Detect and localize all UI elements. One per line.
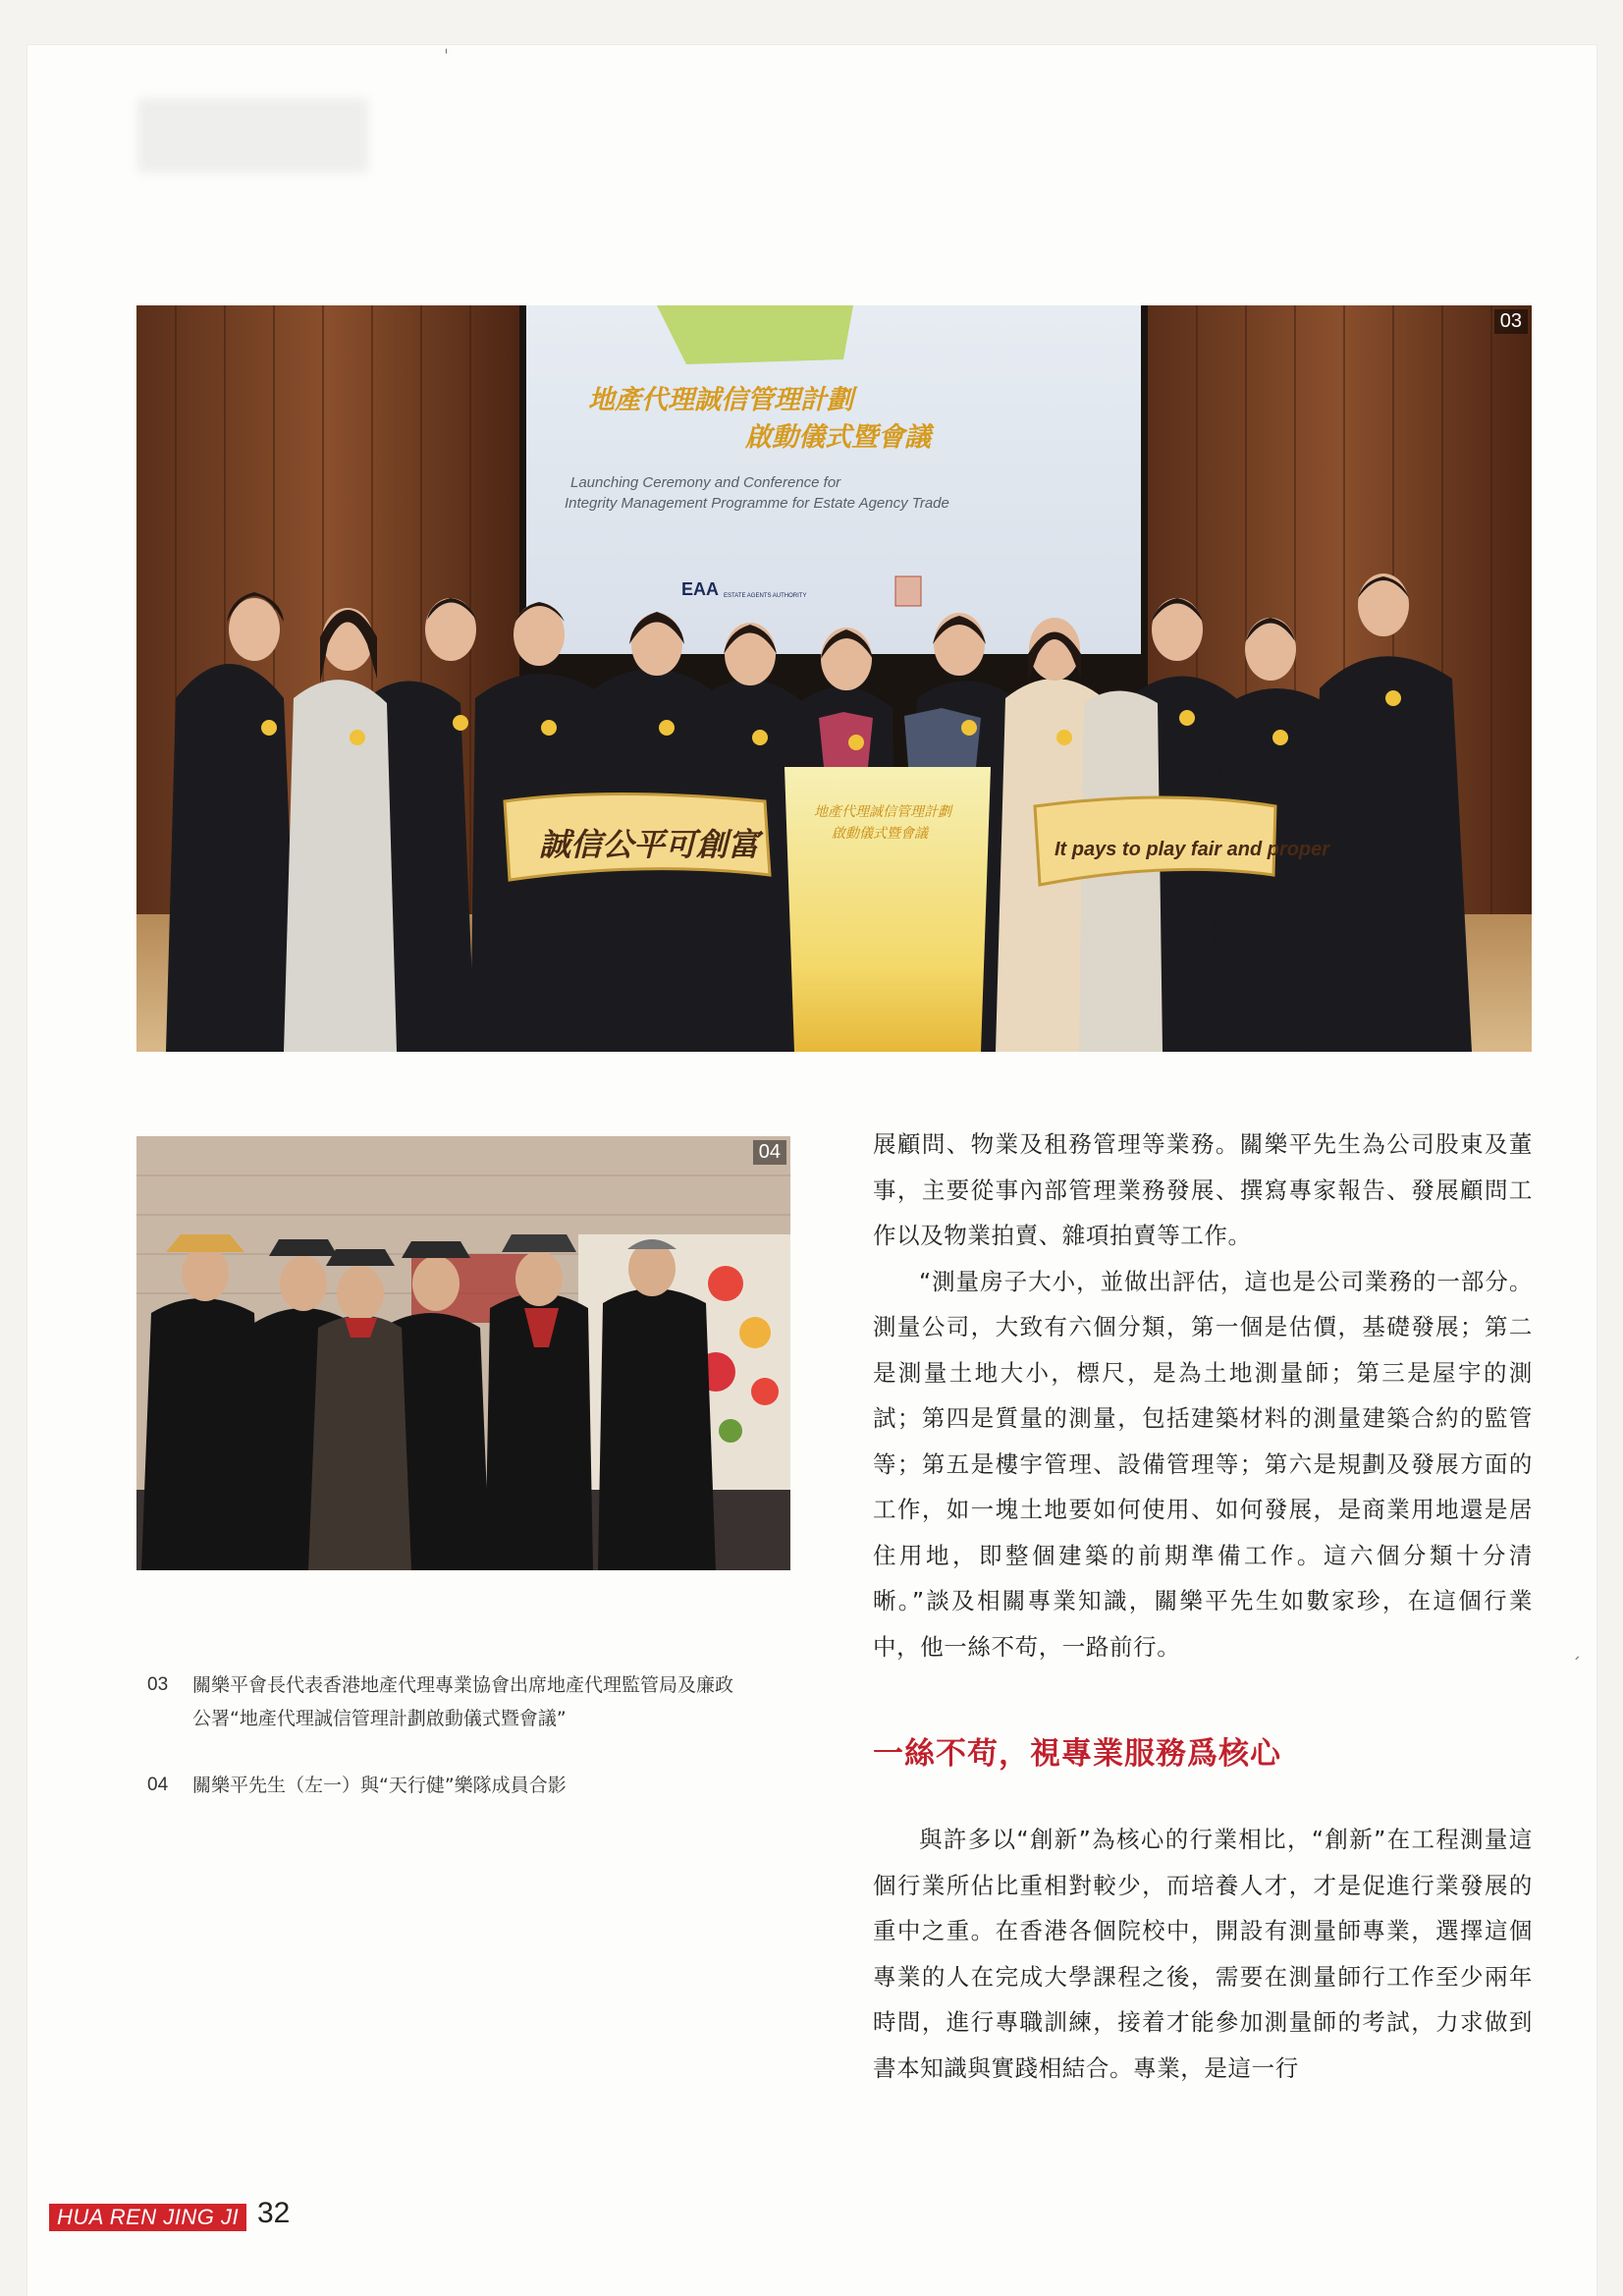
screen-logo: EAA — [681, 579, 720, 599]
ceremony-photo-illustration — [136, 305, 1532, 1052]
band-photo — [136, 1136, 790, 1570]
screen-title-en-1: Launching Ceremony and Conference for — [570, 474, 841, 491]
screen-logo-org: ESTATE AGENTS AUTHORITY — [724, 593, 807, 599]
banner-right-text: It pays to play fair and proper — [1055, 839, 1330, 860]
screen-title-zh-2: 啟動儀式暨會議 — [745, 422, 931, 453]
page-number: 32 — [257, 2197, 291, 2229]
faded-header-block — [137, 98, 368, 173]
scan-mark: ˏ — [1572, 1640, 1581, 1661]
article-paragraph: “測量房子大小，並做出評估，這也是公司業務的一部分。測量公司，大致有六個分類，第一個是估價，基礎發展；第二是測量土地大小，標尺，是為土地測量師；第三是屋宇的測試；第四是質量的測量，包括建築材料的測量建築合約的監管等；第五是樓宇管理、設備管理等；第六是規劃及發展方面的工作，如一塊土地要如何使用、如何發展，是商業用地還是居住用地，即整個建築的前期準備工作。這六個分類十分清晰。”談及相關專業知識，關樂平先生如數家珍，在這個行業中，他一絲不苟，一路前行。 — [873, 1267, 1533, 1661]
caption-03 — [147, 1668, 737, 1735]
caption-number: 03 — [147, 1674, 169, 1695]
screen-title-zh-1: 地產代理誠信管理計劃 — [588, 385, 853, 415]
article-paragraph: 與許多以“創新”為核心的行業相比，“創新”在工程測量這個行業所佔比重相對較少，而培養人才，才是促進行業發展的重中之重。在香港各個院校中，開設有測量師專業，選擇這個專業的人在完成大學課程之後，需要在測量師行工作至少兩年時間，進行專職訓練，接着才能參加測量師的考試，力求做到書本知識與實踐相結合。專業，是這一行 — [873, 1826, 1533, 2082]
scan-mark: ˌ — [444, 35, 449, 56]
article-body-bottom — [873, 1817, 1533, 2091]
article-body-top — [873, 1121, 1533, 1669]
caption-text: 關樂平先生（左一）與“天行健”樂隊成員合影 — [192, 1775, 567, 1796]
caption-04 — [147, 1769, 737, 1802]
magazine-name: HUA REN JING JI — [49, 2204, 246, 2231]
podium-text-2: 啟動儀式暨會議 — [832, 826, 928, 842]
section-heading: 一絲不苟，視專業服務爲核心 — [873, 1736, 1281, 1772]
icac-seal-icon — [895, 576, 921, 606]
photo-number: 03 — [1494, 309, 1528, 334]
podium-text-1: 地產代理誠信管理計劃 — [814, 804, 951, 820]
banner-left-text: 誠信公平可創富 — [539, 826, 760, 863]
key-graphic-icon — [657, 305, 853, 364]
band-photo-illustration — [136, 1136, 790, 1570]
screen-title-en-2: Integrity Management Programme for Estate Agency Trade — [565, 495, 949, 512]
photo-number: 04 — [753, 1140, 786, 1165]
ceremony-photo — [136, 305, 1532, 1052]
caption-number: 04 — [147, 1775, 169, 1795]
caption-text: 關樂平會長代表香港地產代理專業協會出席地產代理監管局及廉政公署“地產代理誠信管理計劃啟動儀式暨會議” — [192, 1674, 734, 1729]
article-paragraph: 展顧問、物業及租務管理等業務。關樂平先生為公司股東及董事，主要從事內部管理業務發展、撰寫專家報告、發展顧問工作以及物業拍賣、雜項拍賣等工作。 — [873, 1130, 1533, 1249]
